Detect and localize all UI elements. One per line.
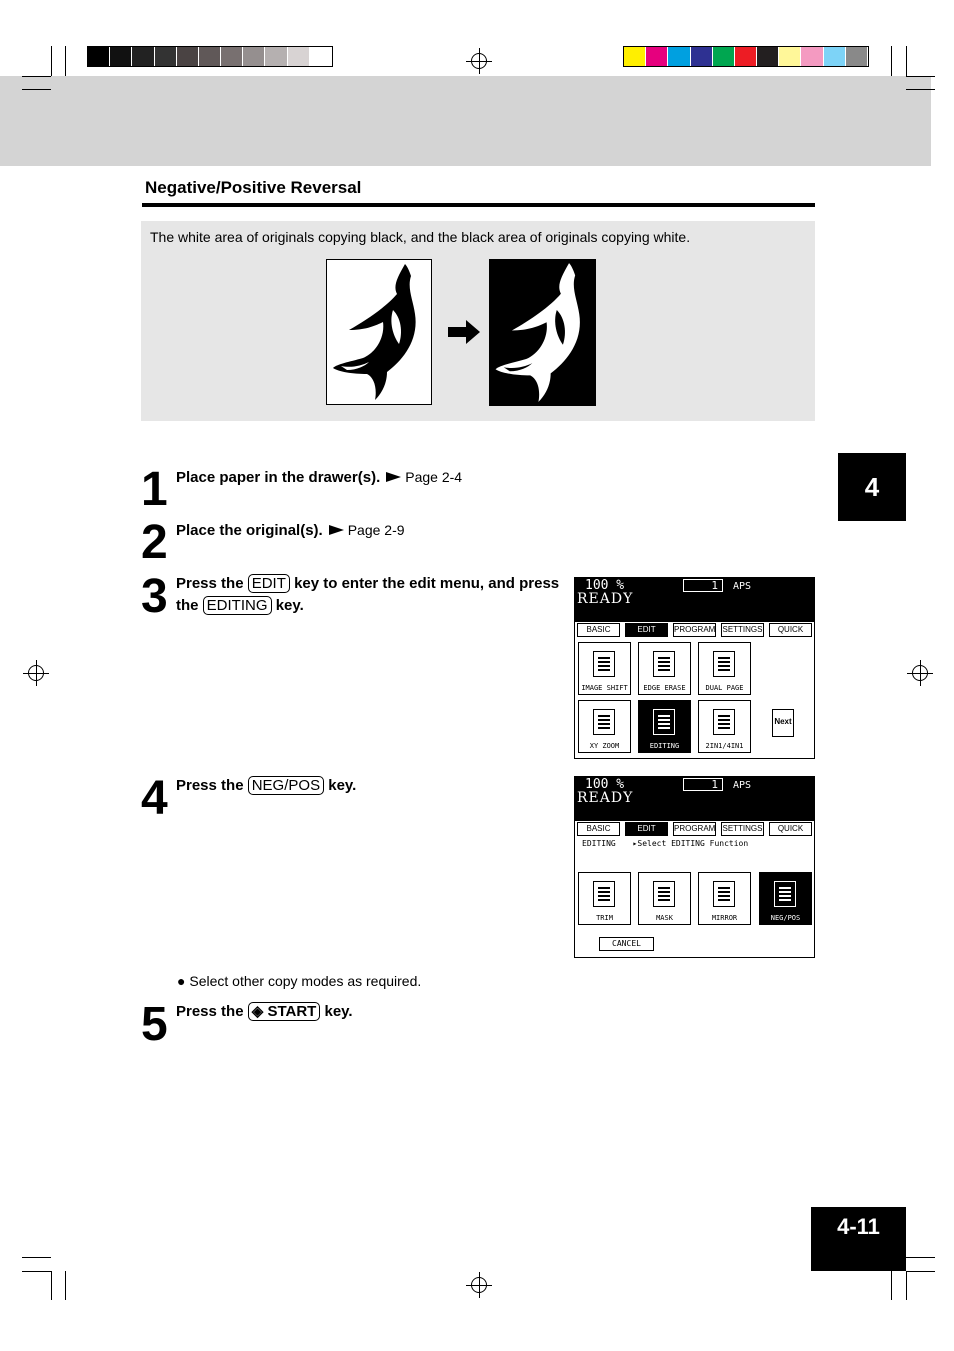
status-text: READY [577,591,634,607]
trim-button[interactable] [578,872,631,925]
start-key-label: START [267,1003,317,1020]
trim-icon [593,881,615,907]
note [177,973,421,989]
edge-erase-button[interactable] [638,642,691,695]
cancel-label: CANCEL [612,939,641,948]
color-swatch [88,47,109,66]
step-text [176,775,356,797]
color-swatch [824,47,845,66]
page-reference: Page 2-4 [405,469,463,485]
step-instruction: Press the [176,575,244,592]
mirror-icon [713,881,735,907]
color-swatch [288,47,309,66]
color-swatch [265,47,286,66]
editing-key: EDITING [203,596,272,615]
mask-icon [653,881,675,907]
next-label: Next [774,717,792,726]
crop-mark [906,1271,935,1272]
color-swatch [221,47,242,66]
tab-quick[interactable]: QUICK [769,822,812,836]
tile-label: MASK [656,914,673,922]
color-swatch [691,47,712,66]
color-swatch [177,47,198,66]
original-illustration [326,259,432,405]
color-bar [623,46,869,67]
zoom-readout: 100 % [585,578,625,593]
editing-button[interactable] [638,700,691,753]
step-text [176,573,566,617]
step-number: 1 [141,463,166,516]
status-text: READY [577,790,634,806]
step-instruction: key to enter the edit menu, and press [294,575,560,592]
caret-right-icon: ▸ [632,839,638,848]
neg-pos-key: NEG/POS [248,776,324,795]
orca-negative-icon [489,259,596,406]
grayscale-bar [87,46,333,67]
tile-label: 2IN1/4IN1 [705,742,744,750]
dual-page-button[interactable] [698,642,751,695]
registration-mark-icon [28,665,44,681]
editing-function-panel [574,776,815,958]
step-instruction: Press the [176,777,244,794]
editing-icon [653,709,675,735]
tab-program[interactable]: PROGRAM [673,822,716,836]
crop-mark [906,46,907,76]
tile-label: MIRROR [711,914,738,922]
xy-zoom-button[interactable] [578,700,631,753]
color-swatch [110,47,131,66]
page-reference: Page 2-9 [347,522,405,538]
color-swatch [713,47,734,66]
tile-label: DUAL PAGE [705,684,744,692]
2in1-4in1-icon [713,709,735,735]
step-number: 2 [141,516,166,569]
breadcrumb [582,839,748,848]
cancel-button[interactable] [599,937,654,951]
color-swatch [155,47,176,66]
tile-label: XY ZOOM [589,742,620,750]
mirror-button[interactable] [698,872,751,925]
copy-quantity: 1 [683,778,723,791]
color-swatch [846,47,867,66]
registration-mark-icon [471,53,487,69]
crop-mark [65,46,66,76]
copy-quantity: 1 [683,579,723,592]
reversed-copy-illustration [489,259,596,406]
title-rule [142,203,815,207]
header-band [0,76,931,166]
info-description: The white area of originals copying black, and the black area of originals copying white. [150,229,691,245]
tile-label: EDITING [649,742,680,750]
tile-label: TRIM [596,914,613,922]
tab-edit[interactable]: EDIT [625,623,668,637]
color-swatch [243,47,264,66]
tab-settings[interactable]: SETTINGS [721,822,764,836]
arrow-right-icon [448,320,480,344]
chapter-tab: 4 [838,453,906,521]
color-swatch [757,47,778,66]
tab-settings[interactable]: SETTINGS [721,623,764,637]
tab-row [577,622,813,638]
tab-basic[interactable]: BASIC [577,822,620,836]
crop-mark [51,1271,52,1300]
step-instruction: key. [275,597,304,614]
zoom-readout: 100 % [585,777,625,792]
image-shift-icon [593,651,615,677]
crop-mark [22,1271,51,1272]
crop-mark [891,1271,892,1300]
crop-mark [891,46,892,76]
prompt-text: Select EDITING Function [637,839,749,848]
crop-mark [906,76,935,77]
crop-mark [22,76,51,77]
neg-pos-button[interactable] [759,872,812,925]
paper-mode: APS [733,780,752,791]
orca-icon [327,260,431,404]
registration-mark-icon [912,665,928,681]
bullet-icon: ● [177,973,186,989]
2in1-4in1-button[interactable] [698,700,751,753]
edit-key: EDIT [248,574,290,593]
color-swatch [199,47,220,66]
tile-label: EDGE ERASE [643,684,686,692]
color-swatch [132,47,153,66]
crop-mark [65,1271,66,1300]
crop-mark [906,1271,907,1300]
color-swatch [310,47,331,66]
start-key [248,1002,321,1021]
step-instruction: the [176,597,199,614]
crop-mark [22,89,51,90]
note-text: Select other copy modes as required. [189,973,422,989]
tile-label: NEG/POS [770,914,801,922]
step-number: 5 [141,998,166,1051]
step-number: 4 [141,772,166,825]
panel-status-header [575,578,814,622]
panel-status-header [575,777,814,821]
color-swatch [735,47,756,66]
section-title: Negative/Positive Reversal [145,178,362,197]
mask-button[interactable] [638,872,691,925]
registration-mark-icon [471,1277,487,1293]
step-text [176,466,462,489]
color-swatch [801,47,822,66]
step-instruction: Place paper in the drawer(s). [176,469,381,486]
page-ref-arrow-icon [329,525,344,535]
step-instruction: key. [328,777,357,794]
next-button[interactable] [772,709,794,737]
crop-mark [906,1257,935,1258]
start-diamond-icon: ◈ [251,1003,264,1020]
step-instruction: Press the [176,1003,244,1020]
page-number: 4-11 [811,1207,906,1271]
color-swatch [646,47,667,66]
step-number: 3 [141,570,166,623]
step-text [176,1001,353,1023]
tab-row [577,821,813,837]
paper-mode: APS [733,581,752,592]
crop-mark [51,46,52,76]
tab-quick[interactable]: QUICK [769,623,812,637]
breadcrumb-label: EDITING [582,839,616,848]
tab-program[interactable]: PROGRAM [673,623,716,637]
color-swatch [668,47,689,66]
page-ref-arrow-icon [386,472,401,482]
neg-pos-icon [774,881,796,907]
step-instruction: key. [324,1003,353,1020]
crop-mark [906,89,935,90]
xy-zoom-icon [593,709,615,735]
dual-page-icon [713,651,735,677]
tab-edit[interactable]: EDIT [625,822,668,836]
tab-basic[interactable]: BASIC [577,623,620,637]
tile-label: IMAGE SHIFT [581,684,628,692]
crop-mark [22,1257,51,1258]
edge-erase-icon [653,651,675,677]
color-swatch [624,47,645,66]
color-swatch [779,47,800,66]
step-instruction: Place the original(s). [176,522,323,539]
edit-menu-panel [574,577,815,759]
step-text [176,519,405,542]
image-shift-button[interactable] [578,642,631,695]
